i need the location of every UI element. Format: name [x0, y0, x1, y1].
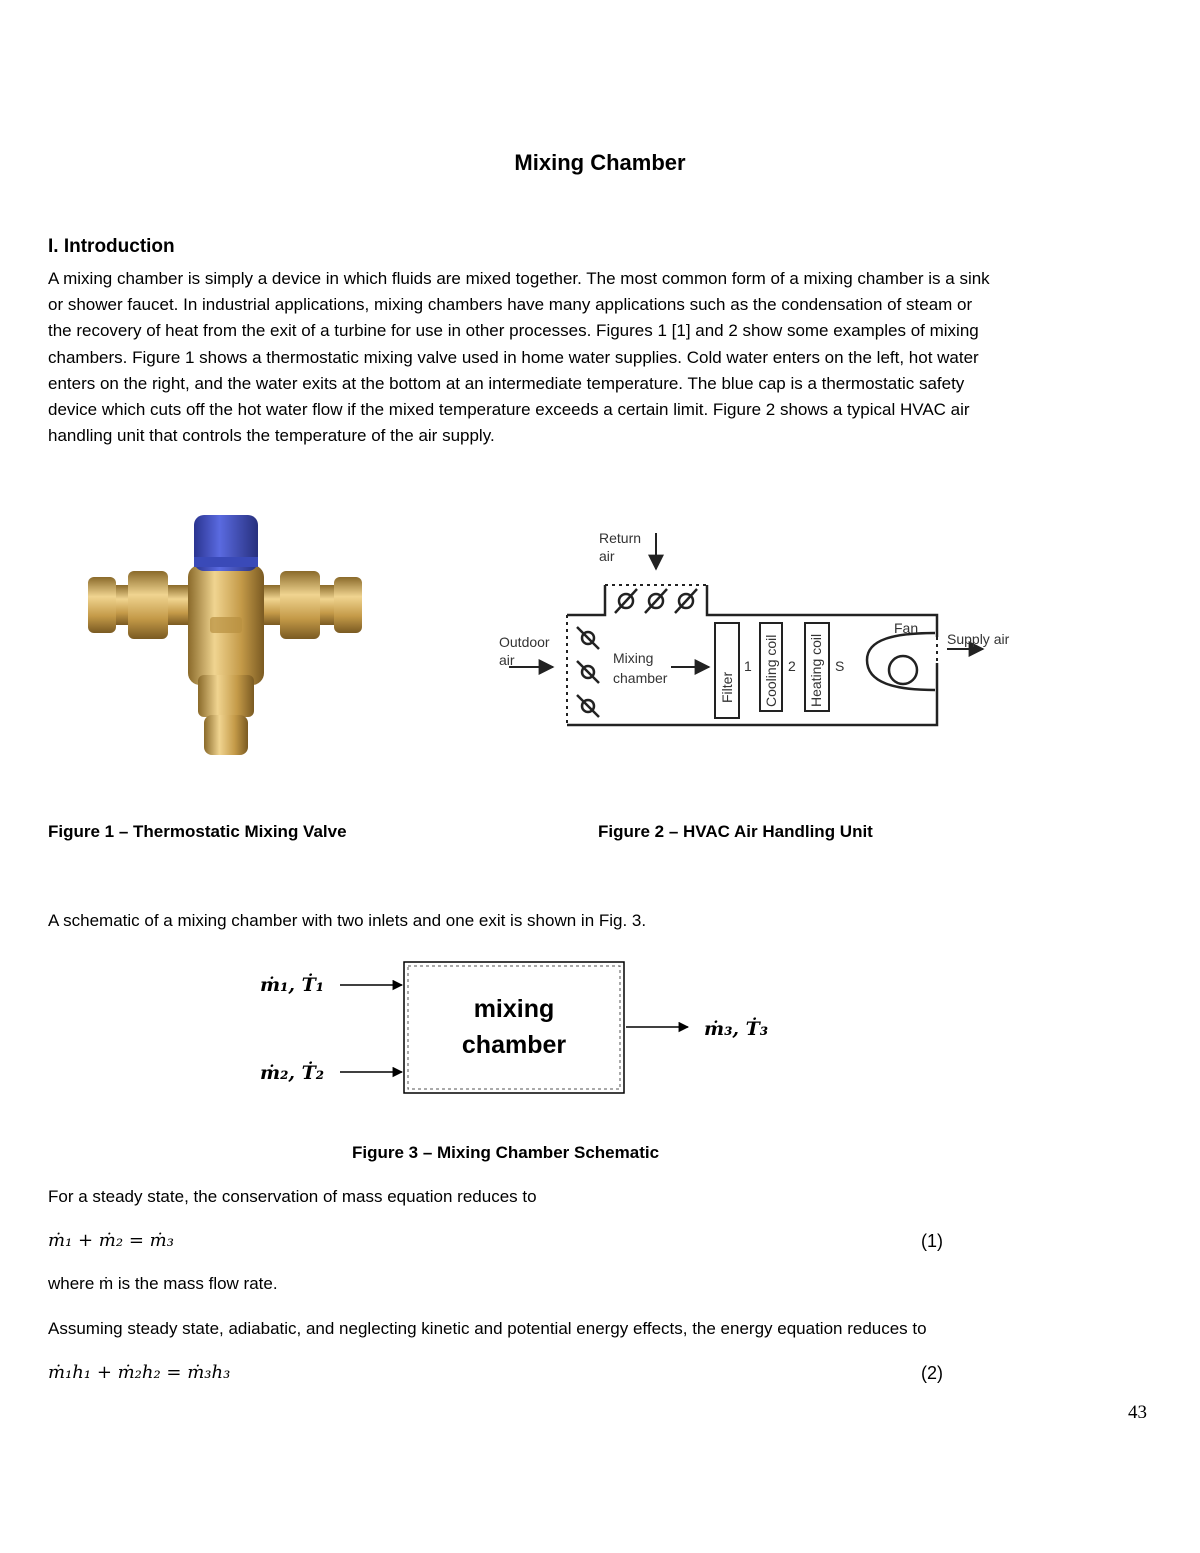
figure1-caption: Figure 1 – Thermostatic Mixing Valve: [48, 822, 347, 841]
hvac-supply-air-label: Supply air: [947, 631, 1010, 647]
hvac-outdoor-air-label: air: [499, 652, 515, 668]
hvac-station-label: 1: [744, 658, 752, 674]
schematic-outlet-label: ṁ₃, Ṫ₃: [704, 1018, 769, 1040]
hvac-station-label: S: [835, 658, 845, 674]
hvac-return-air-label: air: [599, 548, 615, 564]
schematic-inlet1-label: ṁ₁, Ṫ₁: [260, 974, 325, 996]
intro-line: A mixing chamber is simply a device in which fluids are mixed together. The most common form of a mixing chamber is a sink: [48, 269, 990, 288]
intro-line: chambers. Figure 1 shows a thermostatic mixing valve used in home water supplies. Cold water enters on the left, hot water: [48, 347, 979, 367]
hvac-fan-label: Fan: [894, 620, 919, 636]
hvac-heating-coil-label: Heating coil: [808, 633, 824, 707]
hvac-filter-label: Filter: [719, 671, 735, 703]
equation-2: ṁ₁h₁ + ṁ₂h₂ = ṁ₃h₃: [48, 1362, 231, 1383]
figure3-caption: Figure 3 – Mixing Chamber Schematic: [352, 1143, 660, 1162]
schematic-inlet2-label: ṁ₂, Ṫ₂: [260, 1062, 325, 1084]
intro-line: the recovery of heat from the exit of a turbine for use in other processes. Figures 1 [1] and 2 show some examples of mixing: [48, 321, 979, 341]
page-title: Mixing Chamber: [514, 150, 686, 175]
equation-2-number: (2): [921, 1363, 943, 1383]
hvac-cooling-coil-label: Cooling coil: [763, 634, 779, 707]
hvac-outdoor-air-label: Outdoor: [499, 634, 550, 650]
hvac-station-label: 2: [788, 658, 796, 674]
schematic-box-label: chamber: [461, 1031, 567, 1059]
intro-line: or shower faucet. In industrial applications, mixing chambers have many applications such as the condensation of steam or: [48, 295, 973, 315]
hvac-return-air-label: Return: [599, 530, 642, 546]
hvac-diagram: [495, 525, 1025, 730]
where-text: where ṁ is the mass flow rate.: [48, 1274, 278, 1293]
equation-1: ṁ₁ + ṁ₂ = ṁ₃: [48, 1230, 174, 1251]
equation-1-number: (1): [921, 1231, 943, 1251]
page-number: 43: [1128, 1402, 1147, 1423]
mass-text: For a steady state, the conservation of mass equation reduces to: [48, 1187, 537, 1206]
hvac-mixing-label: chamber: [613, 670, 668, 686]
hvac-mixing-label: Mixing: [613, 650, 654, 666]
intro-paragraph: [48, 266, 1158, 449]
intro-line: handling unit that controls the temperature of the air supply.: [48, 426, 495, 446]
intro-line: enters on the right, and the water exits at the bottom at an intermediate temperature. The blue cap is a thermostatic safety: [48, 373, 965, 393]
energy-text: Assuming steady state, adiabatic, and neglecting kinetic and potential energy effects, the energy equation reduces to: [48, 1319, 927, 1338]
schematic-box-label: mixing: [473, 995, 555, 1023]
mixing-chamber-schematic: [250, 955, 790, 1105]
section-heading: I. Introduction: [48, 236, 175, 257]
figure2-caption: Figure 2 – HVAC Air Handling Unit: [598, 822, 873, 841]
mixing-valve-image: [80, 505, 370, 765]
intro-line: device which cuts off the hot water flow if the mixed temperature exceeds a certain limit. Figure 2 shows a typical HVAC air: [48, 400, 970, 420]
schematic-intro: A schematic of a mixing chamber with two inlets and one exit is shown in Fig. 3.: [48, 911, 647, 930]
